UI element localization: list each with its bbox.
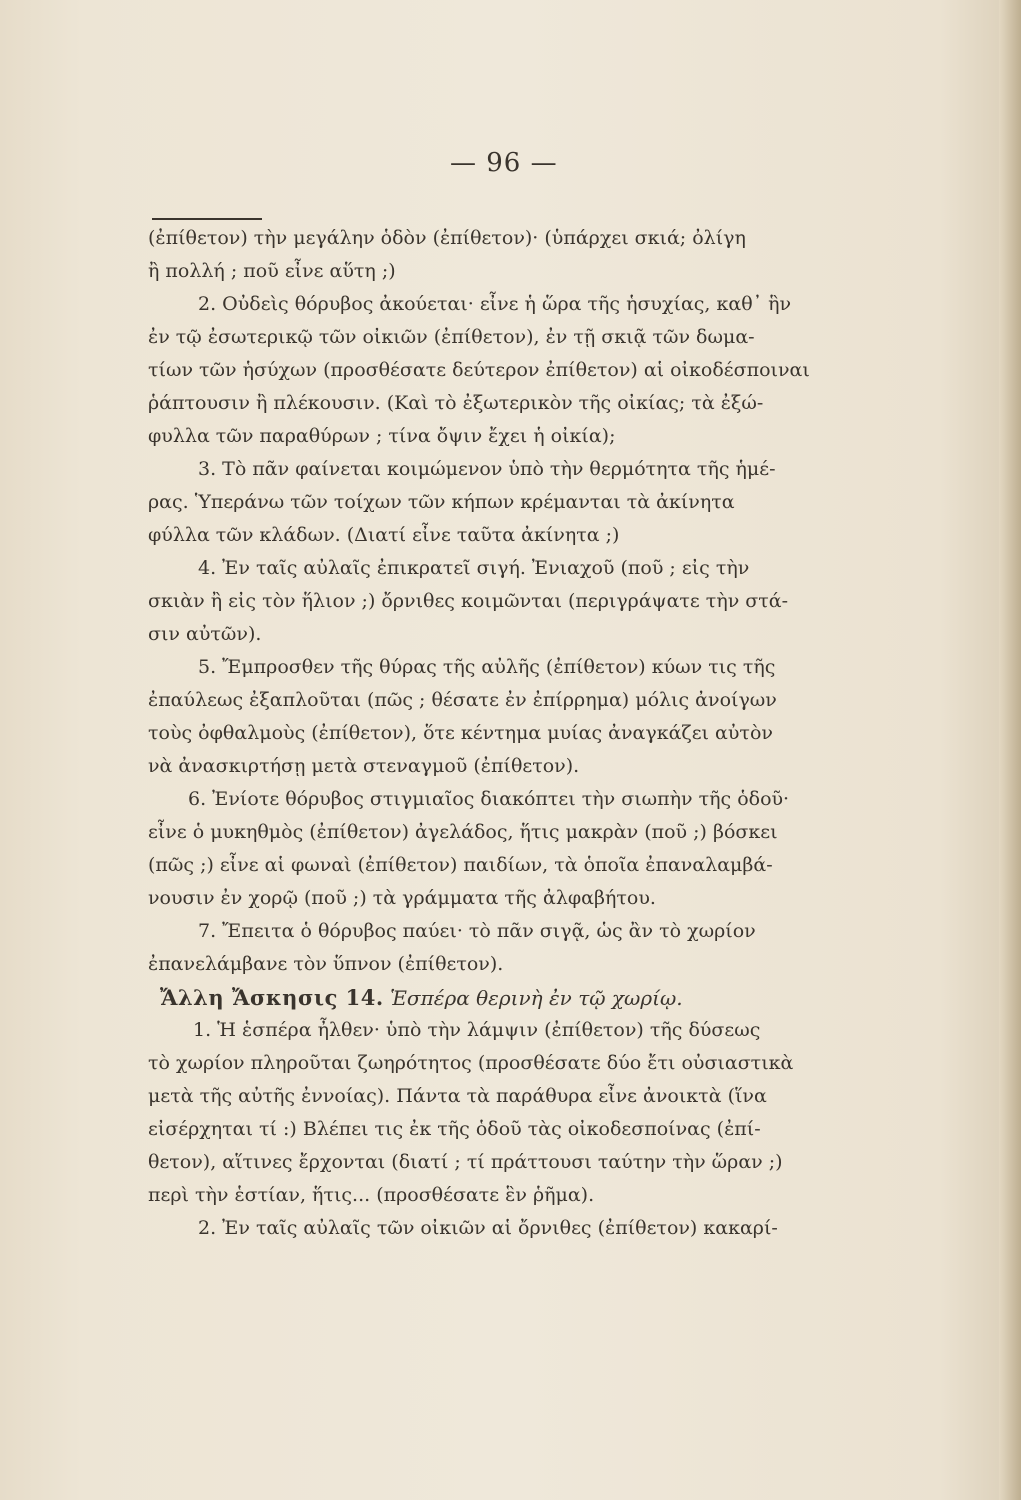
text-line: εἶνε ὁ μυκηθμὸς (ἐπίθετον) ἀγελάδος, ἥτις μακρὰν (ποῦ ;) βόσκει xyxy=(148,821,778,843)
text-line: 6. Ἐνίοτε θόρυβος στιγμιαῖος διακόπτει τὴν σιωπὴν τῆς ὁδοῦ· xyxy=(188,788,790,810)
exercise-label: Ἄλλη Ἄσκησις 14. xyxy=(160,985,384,1010)
text-line: (πῶς ;) εἶνε αἱ φωναὶ (ἐπίθετον) παιδίων, τὰ ὁποῖα ἐπαναλαμβά- xyxy=(148,854,773,876)
page-number: — 96 — xyxy=(450,148,558,178)
text-line: ρας. Ὑπεράνω τῶν τοίχων τῶν κήπων κρέμανται τὰ ἀκίνητα xyxy=(148,491,735,513)
footnote-rule xyxy=(152,218,262,220)
exercise-title: Ἑσπέρα θερινὴ ἐν τῷ χωρίῳ. xyxy=(390,986,683,1010)
text-line: νουσιν ἐν χορῷ (ποῦ ;) τὰ γράμματα τῆς ἀλφαβήτου. xyxy=(148,887,656,909)
text-line: ἢ πολλή ; ποῦ εἶνε αὕτη ;) xyxy=(148,260,396,282)
text-line: 2. Ἐν ταῖς αὐλαῖς τῶν οἰκιῶν αἱ ὄρνιθες (ἐπίθετον) κακαρί- xyxy=(198,1217,778,1239)
text-line: 2. Οὐδεὶς θόρυβος ἀκούεται· εἶνε ἡ ὥρα τῆς ἡσυχίας, καθ᾽ ἣν xyxy=(198,293,792,315)
text-line: φύλλα τῶν κλάδων. (Διατί εἶνε ταῦτα ἀκίνητα ;) xyxy=(148,524,620,546)
text-line: θετον), αἵτινες ἔρχονται (διατί ; τί πράττουσι ταύτην τὴν ὥραν ;) xyxy=(148,1151,783,1173)
text-line: 3. Τὸ πᾶν φαίνεται κοιμώμενον ὑπὸ τὴν θερμότητα τῆς ἡμέ- xyxy=(198,458,776,480)
text-line: (ἐπίθετον) τὴν μεγάλην ὁδὸν (ἐπίθετον)· (ὑπάρχει σκιά; ὀλίγη xyxy=(148,227,746,249)
exercise-heading xyxy=(148,981,908,1014)
text-line: 5. Ἔμπροσθεν τῆς θύρας τῆς αὐλῆς (ἐπίθετον) κύων τις τῆς xyxy=(198,656,776,678)
text-line: τίων τῶν ἡσύχων (προσθέσατε δεύτερον ἐπίθετον) αἱ οἰκοδέσποιναι xyxy=(148,359,810,381)
body-text xyxy=(148,222,908,1245)
text-line: ἐν τῷ ἐσωτερικῷ τῶν οἰκιῶν (ἐπίθετον), ἐν τῇ σκιᾷ τῶν δωμα- xyxy=(148,326,755,348)
text-line: σιν αὐτῶν). xyxy=(148,623,262,645)
page-edge xyxy=(999,0,1021,1500)
text-line: εἰσέρχηται τί :) Βλέπει τις ἐκ τῆς ὁδοῦ τὰς οἰκοδεσποίνας (ἐπί- xyxy=(148,1118,761,1140)
text-line: τοὺς ὀφθαλμοὺς (ἐπίθετον), ὅτε κέντημα μυίας ἀναγκάζει αὐτὸν xyxy=(148,722,773,744)
text-line: 7. Ἔπειτα ὁ θόρυβος παύει· τὸ πᾶν σιγᾷ, ὡς ἂν τὸ χωρίον xyxy=(198,920,756,942)
text-line: σκιὰν ἢ εἰς τὸν ἥλιον ;) ὄρνιθες κοιμῶνται (περιγράψατε τὴν στά- xyxy=(148,590,789,612)
text-line: ῥάπτουσιν ἢ πλέκουσιν. (Καὶ τὸ ἐξωτερικὸν τῆς οἰκίας; τὰ ἐξώ- xyxy=(148,392,764,414)
text-line: περὶ τὴν ἑστίαν, ἥτις... (προσθέσατε ἓν ῥῆμα). xyxy=(148,1184,595,1206)
text-line: 1. Ἡ ἑσπέρα ἦλθεν· ὑπὸ τὴν λάμψιν (ἐπίθετον) τῆς δύσεως xyxy=(193,1019,761,1041)
text-line: νὰ ἀνασκιρτήσῃ μετὰ στεναγμοῦ (ἐπίθετον). xyxy=(148,755,580,777)
text-line: ἐπαύλεως ἐξαπλοῦται (πῶς ; θέσατε ἐν ἐπίρρημα) μόλις ἀνοίγων xyxy=(148,689,777,711)
text-line: μετὰ τῆς αὐτῆς ἐννοίας). Πάντα τὰ παράθυρα εἶνε ἀνοικτὰ (ἵνα xyxy=(148,1085,767,1107)
text-line: 4. Ἐν ταῖς αὐλαῖς ἐπικρατεῖ σιγή. Ἐνιαχοῦ (ποῦ ; εἰς τὴν xyxy=(198,557,750,579)
text-line: ἐπανελάμβανε τὸν ὕπνον (ἐπίθετον). xyxy=(148,953,504,975)
text-line: φυλλα τῶν παραθύρων ; τίνα ὄψιν ἔχει ἡ οἰκία); xyxy=(148,425,616,447)
text-line: τὸ χωρίον πληροῦται ζωηρότητος (προσθέσατε δύο ἔτι οὐσιαστικὰ xyxy=(148,1052,794,1074)
